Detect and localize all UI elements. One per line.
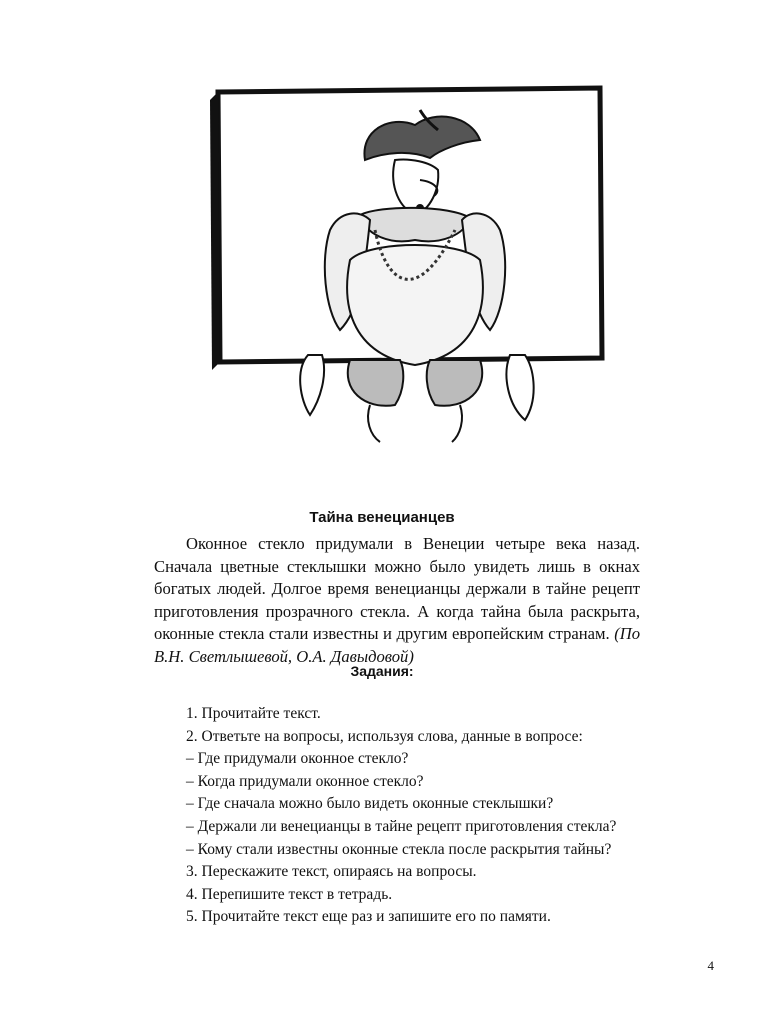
task-item: 5. Прочитайте текст еще раз и запишите его по памяти.	[186, 908, 551, 926]
task-question: – Держали ли венецианцы в тайне рецепт приготовления стекла?	[186, 817, 617, 835]
task-item: 1. Прочитайте текст.	[186, 705, 321, 722]
task-question: – Где сначала можно было видеть оконные стеклышки?	[186, 795, 554, 813]
task-question: – Где придумали оконное стекло?	[186, 750, 409, 768]
task-question: – Когда придумали оконное стекло?	[186, 772, 424, 790]
task-question: – Кому стали известны оконные стекла после раскрытия тайны?	[186, 840, 612, 858]
page-number: 4	[707, 958, 714, 973]
task-item: 2. Ответьте на вопросы, используя слова, данные в вопросе:	[186, 727, 583, 745]
story-paragraph	[154, 533, 640, 668]
story-text	[154, 533, 640, 668]
task-item: 4. Перепишите текст в тетрадь.	[186, 885, 393, 903]
story-source: (По В.Н. Светлышевой, О.А. Давыдовой)	[154, 624, 640, 666]
tasks-title: Задания:	[350, 663, 414, 679]
story-title: Тайна венецианцев	[309, 509, 455, 526]
story-body: Оконное стекло придумали в Венеции четыре века назад. Сначала цветные стеклышки можно было увидеть лишь в окнах богатых людей. Долгое время венецианцы держали в тайне рецепт приготовления прозрачного стекла. А когда тайна была раскрыта, оконные стекла стали известны и другим европейским странам.	[154, 534, 640, 643]
task-item: 3. Перескажите текст, опираясь на вопросы.	[186, 863, 477, 881]
venetian-window-illustration	[190, 70, 630, 450]
tasks-list	[186, 703, 656, 929]
